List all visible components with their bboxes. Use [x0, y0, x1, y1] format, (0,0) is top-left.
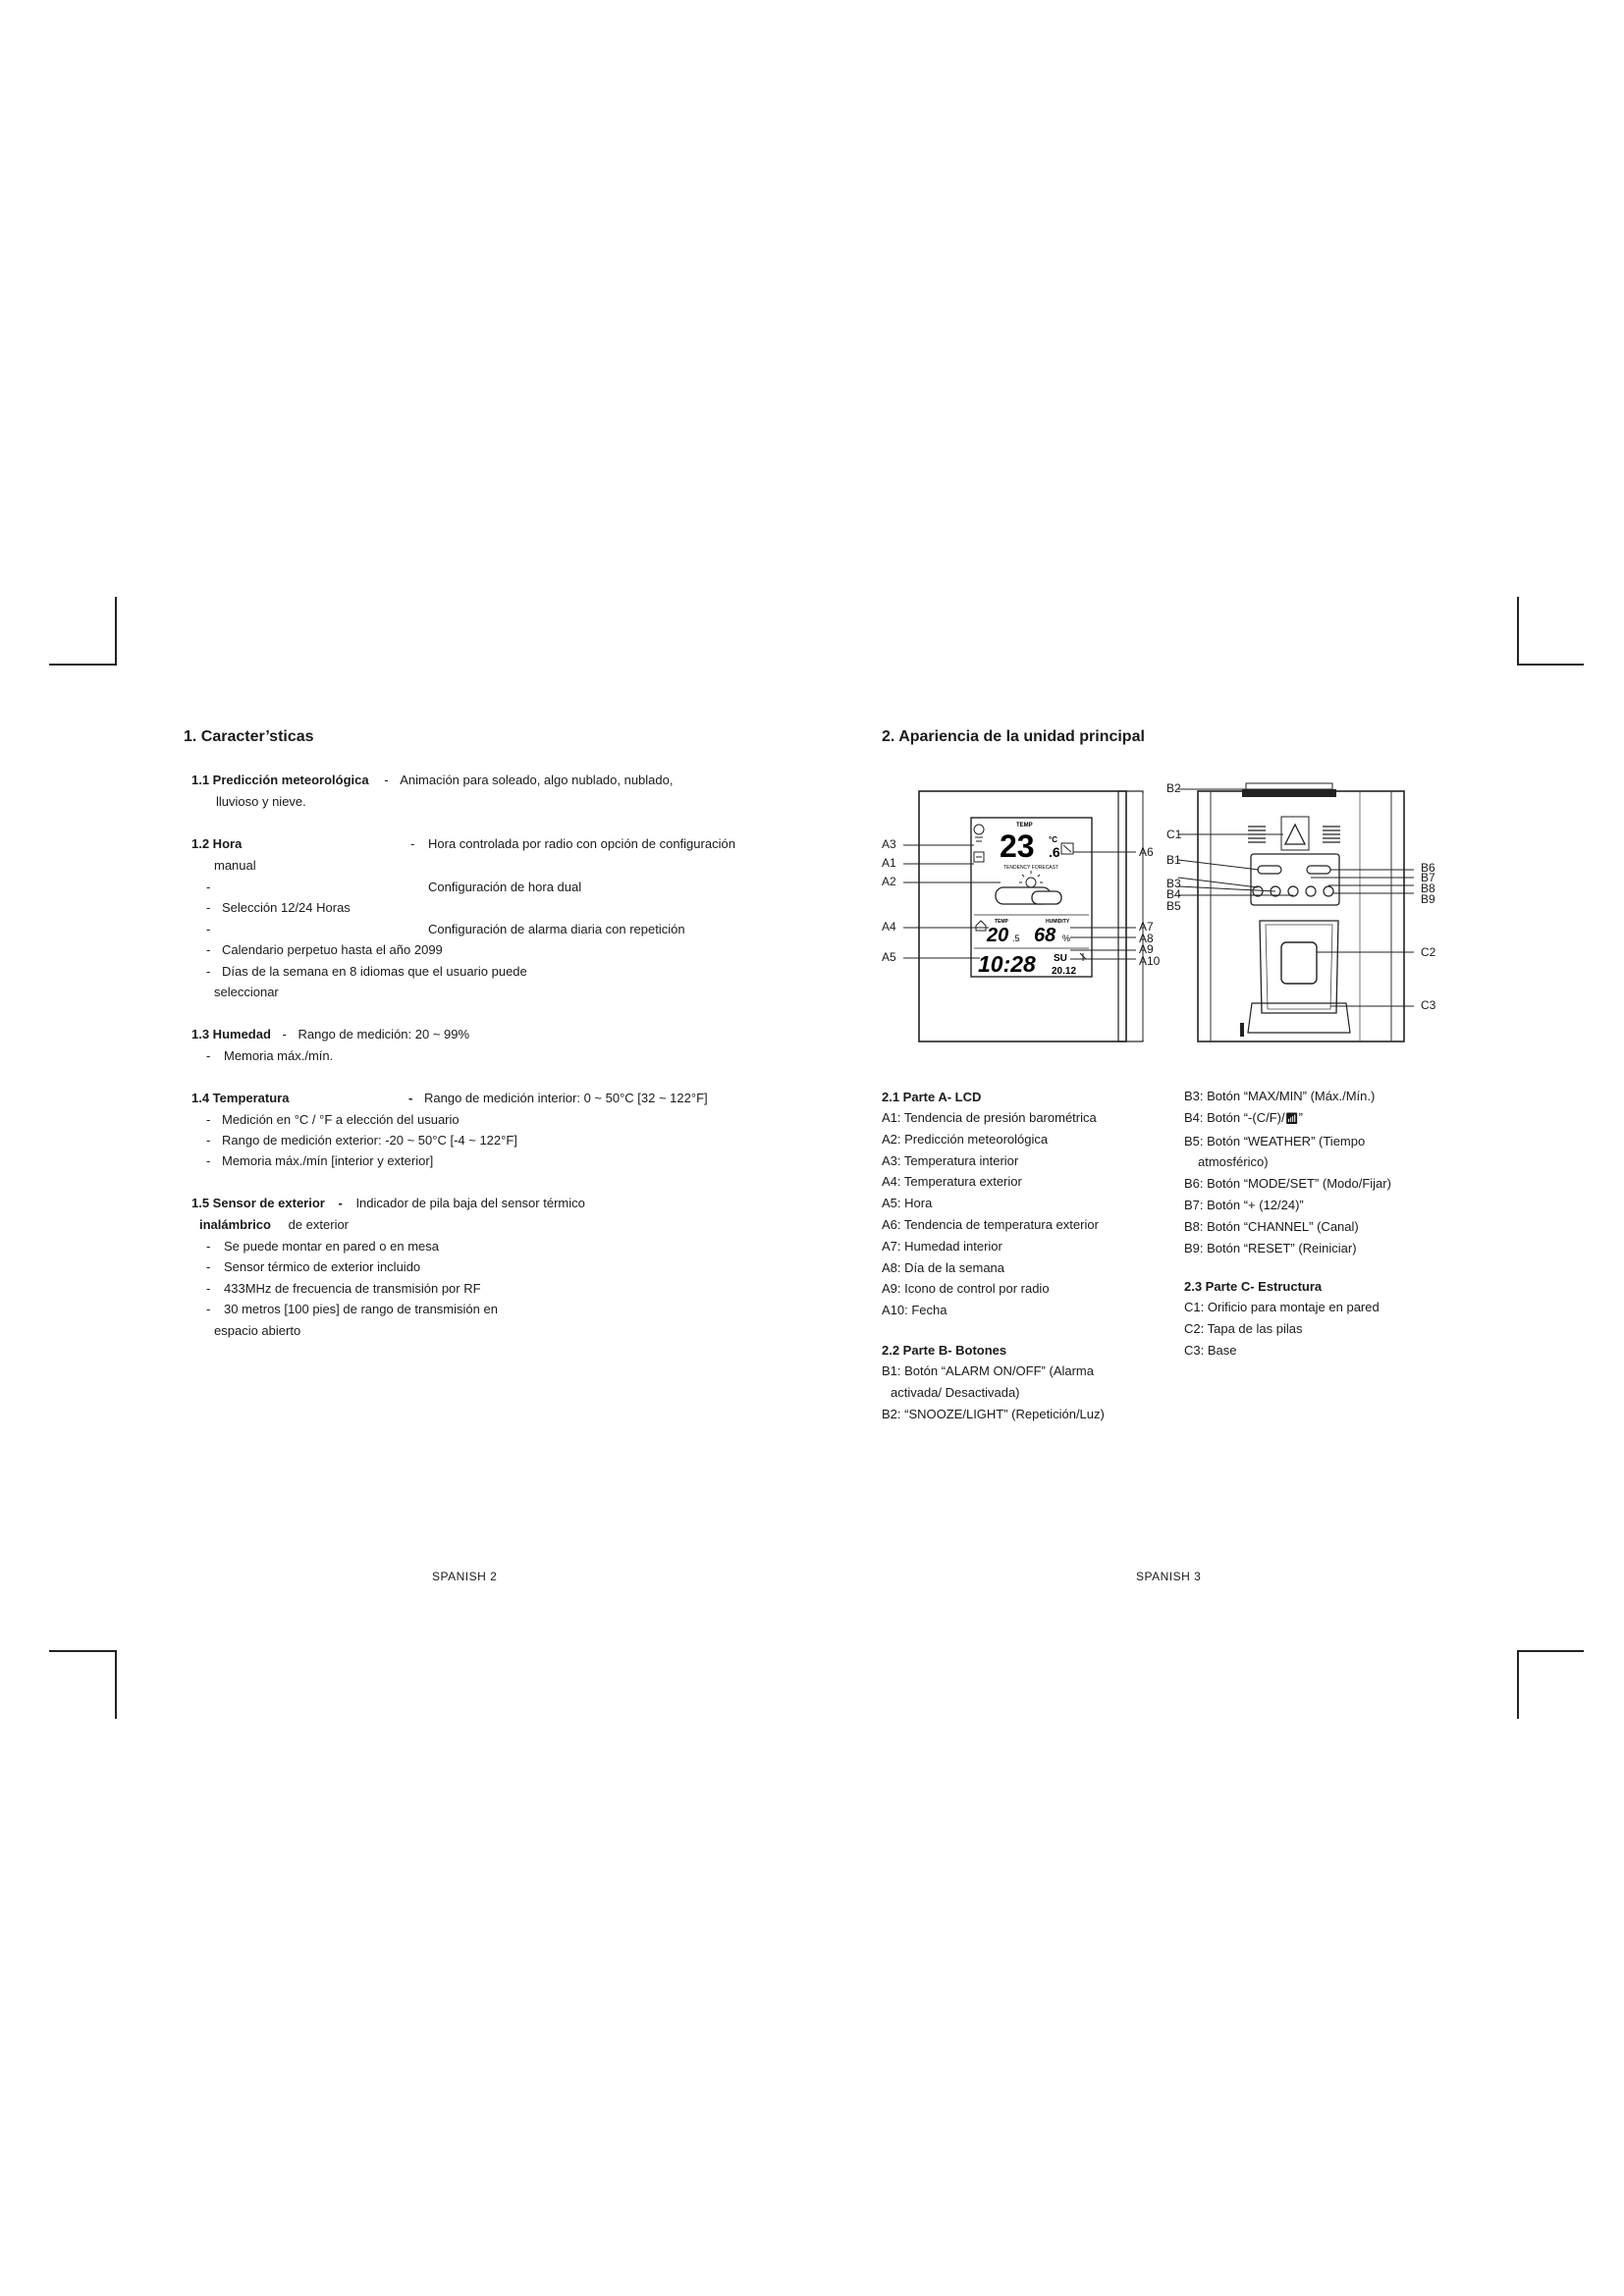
label-c3: C3	[1421, 998, 1436, 1012]
left-page-footer: SPANISH 2	[432, 1570, 498, 1583]
lcd-out-temp-dec: .5	[1012, 934, 1020, 943]
s1-5-line	[191, 1193, 585, 1213]
s2-1-item: A2: Predicción meteorológica	[882, 1131, 1049, 1147]
section-2-heading: 2. Apariencia de la unidad principal	[882, 728, 1145, 745]
label-b6: B6	[1421, 861, 1435, 875]
s1-4-item: Medición en °C / °F a elección del usuario	[222, 1112, 460, 1127]
right-page-footer: SPANISH 3	[1136, 1570, 1202, 1583]
s2-1-item: A10: Fecha	[882, 1303, 947, 1318]
s1-1-line	[191, 770, 673, 790]
s1-3-item-dash: -	[206, 1048, 211, 1063]
s1-5-item: 30 metros [100 pies] de rango de transmisión en	[224, 1302, 498, 1316]
s1-5-title: 1.5 Sensor de exterior	[191, 1196, 325, 1210]
b5-item: B5: Botón “WEATHER” (Tiempo	[1184, 1133, 1366, 1148]
s1-2-item: Selección 12/24 Horas	[222, 900, 351, 915]
s1-4-item-dash: -	[206, 1112, 211, 1127]
b3-item: B3: Botón “MAX/MIN” (Máx./Mín.)	[1184, 1089, 1376, 1103]
label-a4: A4	[882, 920, 896, 934]
s2-1-item: A3: Temperatura interior	[882, 1152, 1019, 1168]
label-c1: C1	[1166, 828, 1182, 841]
s1-2-last-cont: seleccionar	[214, 985, 279, 999]
b9-item: B9: Botón “RESET” (Reiniciar)	[1184, 1240, 1357, 1255]
s1-4-item-dash: -	[206, 1153, 211, 1168]
s2-1-item: A9: Icono de control por radio	[882, 1281, 1050, 1297]
s1-3-item: Memoria máx./mín.	[224, 1048, 334, 1063]
s2-3-title: 2.3 Parte C- Estructura	[1184, 1279, 1323, 1294]
s1-4-item: Memoria máx./mín [interior y exterior]	[222, 1153, 434, 1168]
s1-5-item: 433MHz de frecuencia de transmisión por RF	[224, 1281, 481, 1296]
s1-1-cont: lluvioso y nieve.	[216, 794, 306, 809]
crop-mark-bl-h	[49, 1650, 116, 1652]
crop-mark-br-v	[1517, 1650, 1519, 1719]
s1-5-item: Sensor térmico de exterior incluido	[224, 1259, 421, 1274]
s1-4-text: Rango de medición interior: 0 ~ 50°C [32 ~ 122°F]	[424, 1091, 708, 1105]
s1-2-item-dash: -	[206, 900, 211, 915]
crop-mark-bl-v	[115, 1650, 117, 1719]
section-1-heading: 1. Caracter’sticas	[184, 728, 314, 745]
b4-item-text: B4: Botón “-(C/F)/	[1184, 1109, 1285, 1125]
lcd-main-temp: 23	[1000, 828, 1035, 864]
front-unit-diagram	[879, 780, 1173, 1050]
s1-4-item: Rango de medición exterior: -20 ~ 50°C [-4 ~ 122°F]	[222, 1133, 517, 1148]
b4-item-tail: ”	[1298, 1109, 1303, 1125]
lcd-out-temp-label: TEMP	[995, 919, 1008, 925]
s1-2-item: Configuración de alarma diaria con repetición	[428, 922, 685, 936]
s1-2-text: Hora controlada por radio con opción de configuración	[428, 836, 735, 851]
s2-3-item: C2: Tapa de las pilas	[1184, 1320, 1303, 1336]
s2-3-item: C1: Orificio para montaje en pared	[1184, 1300, 1380, 1314]
s1-5-item-dash: -	[206, 1259, 211, 1274]
s2-1-list	[882, 1107, 1099, 1321]
label-b2: B2	[1166, 781, 1181, 795]
s1-5-last-cont: espacio abierto	[214, 1323, 301, 1338]
s1-3-sep: -	[282, 1027, 287, 1041]
s2-1-item: A1: Tendencia de presión barométrica	[882, 1110, 1097, 1125]
label-a9: A9	[1139, 942, 1154, 956]
s2-1-item: A8: Día de la semana	[882, 1259, 1005, 1275]
s1-5-title2: inalámbrico	[199, 1217, 271, 1232]
label-a1: A1	[882, 856, 896, 870]
s1-5-text: Indicador de pila baja del sensor térmico	[355, 1196, 585, 1210]
label-a3: A3	[882, 837, 896, 851]
crop-mark-tr-v	[1517, 597, 1519, 666]
lcd-out-temp: 20	[987, 925, 1009, 946]
label-b4: B4	[1166, 887, 1181, 901]
col2-list	[1184, 1086, 1391, 1258]
crop-mark-tl-v	[115, 597, 117, 666]
s1-5-item-dash: -	[206, 1302, 211, 1316]
b7-item: B7: Botón “+ (12/24)”	[1184, 1197, 1304, 1212]
s2-1-title: 2.1 Parte A- LCD	[882, 1090, 982, 1104]
s1-5-item-dash: -	[206, 1239, 211, 1254]
lcd-main-temp-dec: .6	[1049, 844, 1060, 860]
s1-5-item-dash: -	[206, 1281, 211, 1296]
lcd-temp-label: TEMP	[1016, 823, 1033, 828]
lcd-unit: °C	[1049, 835, 1057, 844]
b6-item: B6: Botón “MODE/SET” (Modo/Fijar)	[1184, 1176, 1391, 1192]
label-a10: A10	[1139, 954, 1161, 968]
s2-3-item: C3: Base	[1184, 1342, 1237, 1358]
back-unit-diagram	[1164, 775, 1448, 1052]
s1-2-item: Días de la semana en 8 idiomas que el usuario puede	[222, 964, 527, 979]
s1-3-line	[191, 1024, 469, 1044]
crop-mark-tl-h	[49, 664, 116, 666]
s2-2-item: B1: Botón “ALARM ON/OFF” (Alarma	[882, 1363, 1094, 1378]
s2-2-list	[882, 1361, 1105, 1424]
s1-2-sep: -	[410, 836, 415, 851]
s1-3-title: 1.3 Humedad	[191, 1027, 271, 1041]
label-c2: C2	[1421, 945, 1436, 959]
label-a6: A6	[1139, 845, 1154, 859]
label-a2: A2	[882, 875, 896, 888]
b8-item: B8: Botón “CHANNEL” (Canal)	[1184, 1218, 1359, 1234]
s2-2-title: 2.2 Parte B- Botones	[882, 1343, 1007, 1358]
lcd-humidity-unit: %	[1062, 934, 1071, 943]
s1-5-item: Se puede montar en pared o en mesa	[224, 1239, 439, 1254]
s1-2-item-dash: -	[206, 942, 211, 957]
label-b5: B5	[1166, 899, 1181, 913]
s1-2-cont: manual	[214, 858, 256, 873]
lcd-date: 20.12	[1052, 966, 1077, 977]
label-b7: B7	[1421, 871, 1435, 884]
label-b8: B8	[1421, 881, 1435, 895]
label-a7: A7	[1139, 920, 1154, 934]
lcd-time: 10:28	[978, 951, 1036, 977]
label-b9: B9	[1421, 892, 1435, 906]
lcd-humidity-label: HUMIDITY	[1046, 919, 1070, 925]
s1-5-line2	[199, 1214, 349, 1235]
crop-mark-br-h	[1517, 1650, 1584, 1652]
lcd-humidity: 68	[1034, 925, 1056, 946]
s1-2-item-dash: -	[206, 922, 211, 936]
s1-4-sep: -	[408, 1091, 413, 1105]
lcd-day: SU	[1054, 953, 1067, 964]
s1-5-text2: de exterior	[288, 1217, 350, 1232]
crop-mark-tr-h	[1517, 664, 1584, 666]
s1-2-item-dash: -	[206, 880, 211, 894]
label-a5: A5	[882, 950, 896, 964]
label-a8: A8	[1139, 932, 1154, 945]
s1-3-text: Rango de medición: 20 ~ 99%	[298, 1027, 470, 1041]
s2-1-item: A7: Humedad interior	[882, 1238, 1002, 1254]
s2-2-item: B2: “SNOOZE/LIGHT” (Repetición/Luz)	[882, 1406, 1105, 1421]
antenna-icon: 📶︎	[1284, 1112, 1299, 1125]
s2-3-list	[1184, 1297, 1380, 1361]
s1-4-title: 1.4 Temperatura	[191, 1091, 290, 1105]
s1-1-sep: -	[384, 773, 389, 787]
label-b1: B1	[1166, 853, 1181, 867]
s1-2-item: Calendario perpetuo hasta el año 2099	[222, 942, 443, 957]
s1-2-item-dash: -	[206, 964, 211, 979]
s1-2-title: 1.2 Hora	[191, 836, 243, 851]
s1-2-item: Configuración de hora dual	[428, 880, 582, 894]
s1-1-title: 1.1 Predicción meteorológica	[191, 773, 369, 787]
s2-1-item: A5: Hora	[882, 1196, 933, 1211]
s2-1-item: A4: Temperatura exterior	[882, 1174, 1022, 1190]
s1-1-text: Animación para soleado, algo nublado, nublado,	[400, 773, 674, 787]
s1-4-item-dash: -	[206, 1133, 211, 1148]
lcd-forecast-label: TENDENCY FORECAST	[1003, 865, 1059, 871]
label-b3: B3	[1166, 877, 1181, 890]
s1-5-sep: -	[338, 1196, 343, 1210]
s2-2-item: activada/ Desactivada)	[891, 1384, 1020, 1400]
b5-item-cont: atmosférico)	[1198, 1154, 1269, 1170]
b4-item	[1184, 1107, 1391, 1131]
s2-1-item: A6: Tendencia de temperatura exterior	[882, 1216, 1099, 1232]
